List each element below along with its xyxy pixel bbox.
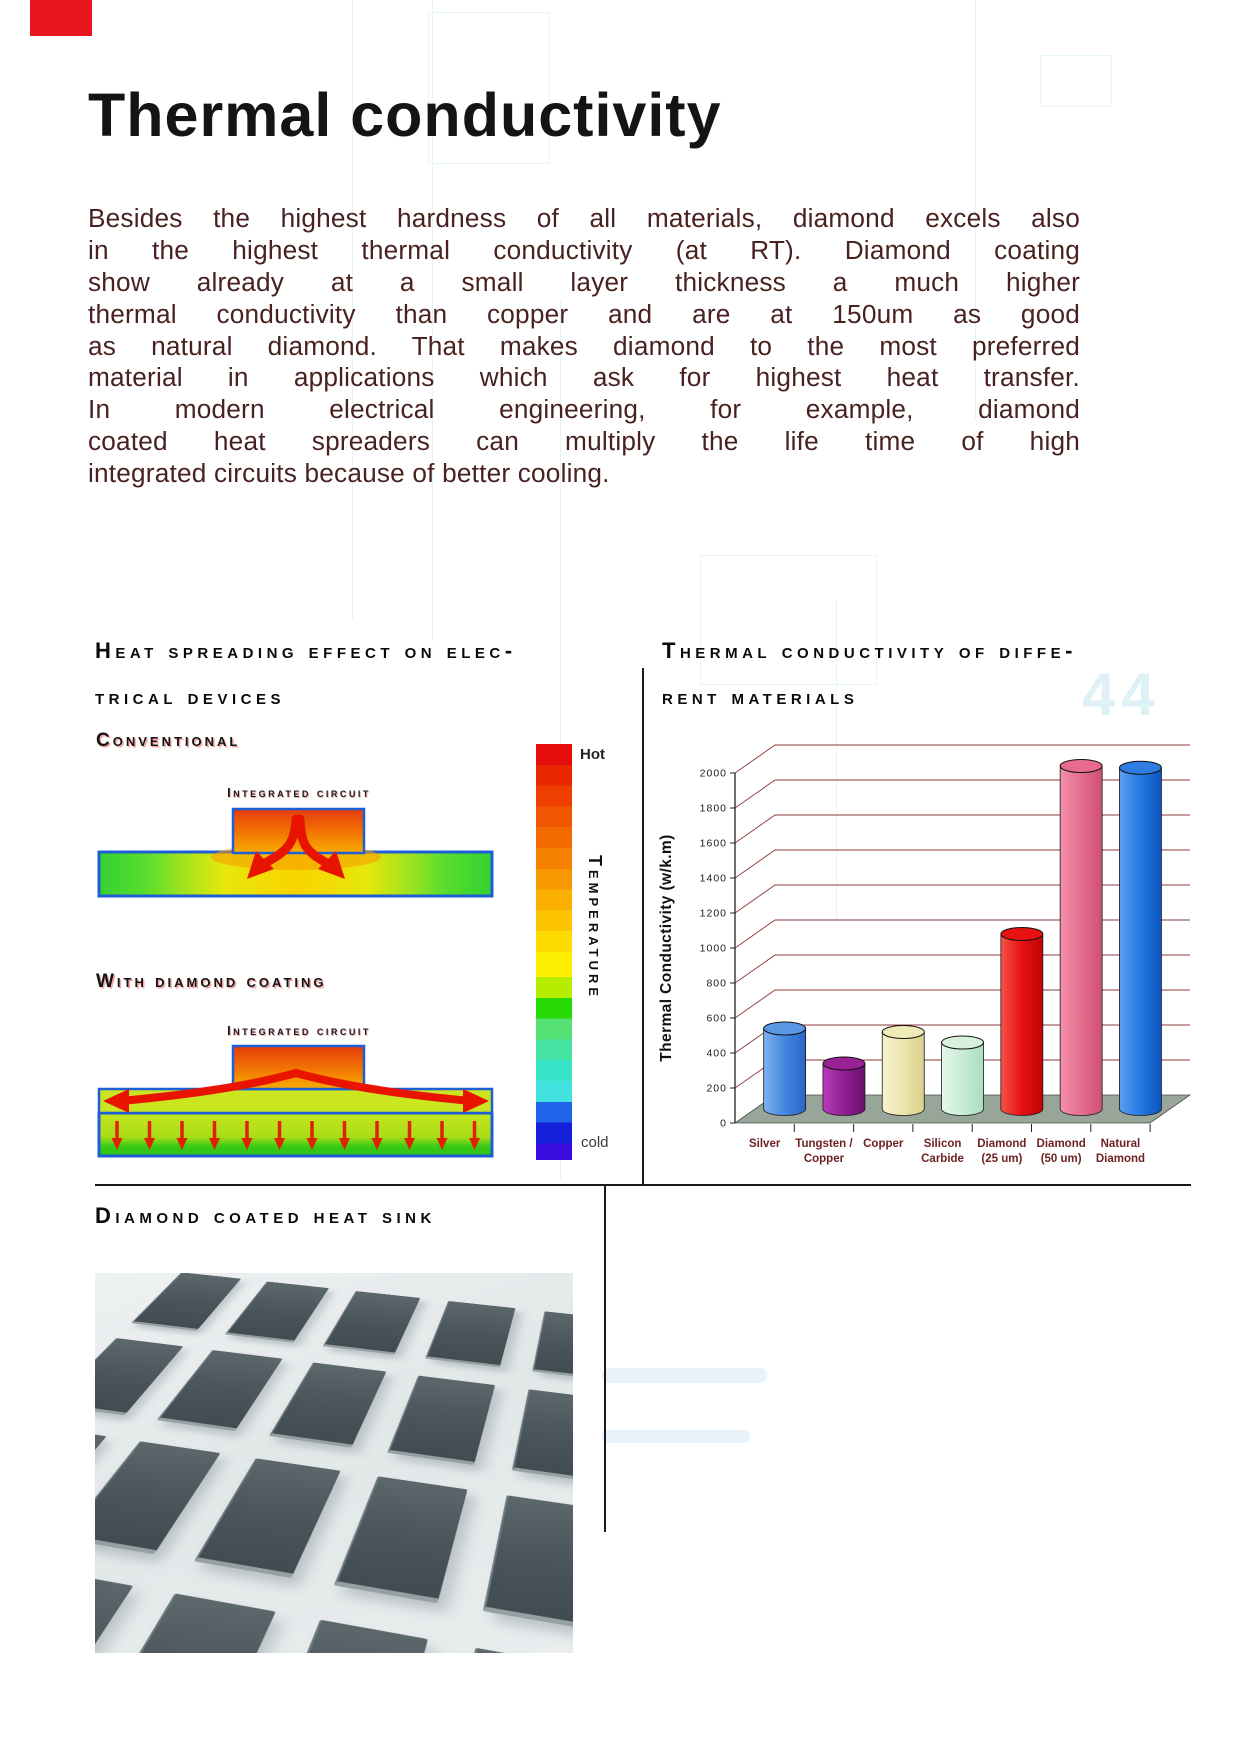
y-axis-tick-label: 1200 [699, 907, 727, 920]
chart-bar [882, 1032, 924, 1116]
y-axis-tick-label: 400 [706, 1047, 727, 1060]
intro-paragraph [88, 203, 1080, 490]
y-axis-tick-label: 2000 [699, 767, 727, 780]
heat-sink-tile [225, 1281, 329, 1342]
y-axis-tick-label: 800 [706, 977, 727, 990]
cold-label: cold [581, 1134, 609, 1151]
intro-line: integrated circuits because of better cooling. [88, 458, 610, 489]
chart-bar [823, 1064, 865, 1116]
chart-category-label: Tungsten / Copper [795, 1138, 853, 1165]
y-axis-tick-label: 1000 [699, 942, 727, 955]
column-divider-bottom [604, 1186, 606, 1532]
heat-sink-tile [439, 1648, 573, 1653]
chart-bar [942, 1043, 984, 1116]
red-corner-mark [30, 0, 92, 36]
heading-heat-spreading-line2: trical devices [95, 684, 285, 709]
chart-category-label: Diamond (25 um) [977, 1138, 1027, 1165]
heat-sink-tile [253, 1620, 428, 1653]
diamond-coated-heat-diagram [95, 1043, 497, 1161]
heat-sink-tile [483, 1495, 573, 1630]
conventional-label: Conventional [96, 730, 241, 751]
heading-materials-chart-line2: rent materials [662, 684, 859, 709]
chart-category-label: Diamond (50 um) [1036, 1138, 1086, 1165]
intro-line: as natural diamond. That makes diamond to the most preferred [88, 330, 1080, 361]
heat-sink-tile [512, 1389, 573, 1483]
heat-sink-tiles [95, 1273, 573, 1653]
heat-sink-tile [95, 1569, 133, 1653]
with-diamond-coating-label: With diamond coating [96, 971, 327, 992]
chart-bar-top [942, 1036, 984, 1049]
intro-line: thermal conductivity than copper and are at 150um as good [88, 298, 1080, 329]
heat-sink-tile [131, 1273, 241, 1331]
chart-bar [1060, 766, 1102, 1116]
heat-sink-tile [194, 1458, 341, 1578]
intro-line: material in applications which ask for highest heat transfer. [88, 362, 1080, 393]
temperature-colorbar [536, 744, 572, 1160]
hot-label: Hot [580, 746, 605, 763]
intro-line: Besides the highest hardness of all materials, diamond excels also [88, 203, 1080, 233]
chart-bar-top [764, 1022, 806, 1035]
chart-category-label: Natural Diamond [1095, 1138, 1146, 1165]
integrated-circuit-label: Integrated circuit [227, 1024, 371, 1038]
thermal-conductivity-chart [645, 735, 1205, 1210]
chart-bar-top [1119, 761, 1161, 774]
intro-line: coated heat spreaders can multiply the life time of high [88, 426, 1080, 457]
chart-bar-top [1001, 928, 1043, 941]
chart-bar-top [1060, 760, 1102, 773]
heat-sink-tile [387, 1376, 495, 1466]
chart-bar-top [823, 1057, 865, 1070]
temperature-axis-label: Temperature [585, 855, 605, 1001]
chart-bar [1119, 768, 1161, 1116]
background-watermark [602, 1430, 750, 1443]
background-watermark [1040, 55, 1112, 107]
intro-line: In modern electrical engineering, for example, diamond [88, 394, 1080, 425]
substrate [99, 1113, 492, 1156]
chart-category-label: Silver [748, 1138, 781, 1150]
background-watermark-digits: 44 [1082, 661, 1161, 728]
heading-materials-chart-line1: Thermal conductivity of diffe- [662, 638, 1077, 663]
heat-sink-tile [425, 1301, 515, 1367]
chart-bar-top [882, 1026, 924, 1039]
y-axis-tick-label: 1600 [699, 837, 727, 850]
heat-sink-tile [334, 1476, 468, 1603]
chart-bar [764, 1029, 806, 1116]
integrated-circuit-label: Integrated circuit [227, 786, 371, 800]
y-axis-tick-label: 600 [706, 1012, 727, 1025]
intro-line: show already at a small layer thickness a much higher [88, 266, 1080, 297]
y-axis-tick-label: 200 [706, 1082, 727, 1095]
background-watermark [602, 1368, 767, 1383]
heading-heat-sink: Diamond coated heat sink [95, 1203, 436, 1228]
background-watermark [700, 555, 877, 685]
y-axis-tick-label: 0 [720, 1117, 727, 1130]
heat-sink-tile [157, 1350, 283, 1431]
chart-category-label: Silicon Carbide [921, 1138, 964, 1165]
y-axis-tick-label: 1400 [699, 872, 727, 885]
conventional-heat-diagram [95, 805, 497, 900]
heat-sink-photo [95, 1273, 573, 1653]
heading-heat-spreading-line1: Heat spreading effect on elec- [95, 638, 517, 663]
heat-sink-tile [95, 1441, 221, 1554]
heat-sink-tile [323, 1291, 420, 1355]
chart-y-axis-title: Thermal Conductivity (w/k.m) [658, 834, 675, 1062]
column-divider [642, 668, 644, 1185]
chart-category-label: Copper [863, 1138, 904, 1150]
y-axis-tick-label: 1800 [699, 802, 727, 815]
page-title: Thermal conductivity [88, 81, 722, 149]
heat-sink-tile [269, 1363, 386, 1448]
chart-bar [1001, 934, 1043, 1116]
heat-sink-tile [532, 1311, 573, 1380]
intro-line: in the highest thermal conductivity (at RT). Diamond coating [88, 234, 1080, 265]
